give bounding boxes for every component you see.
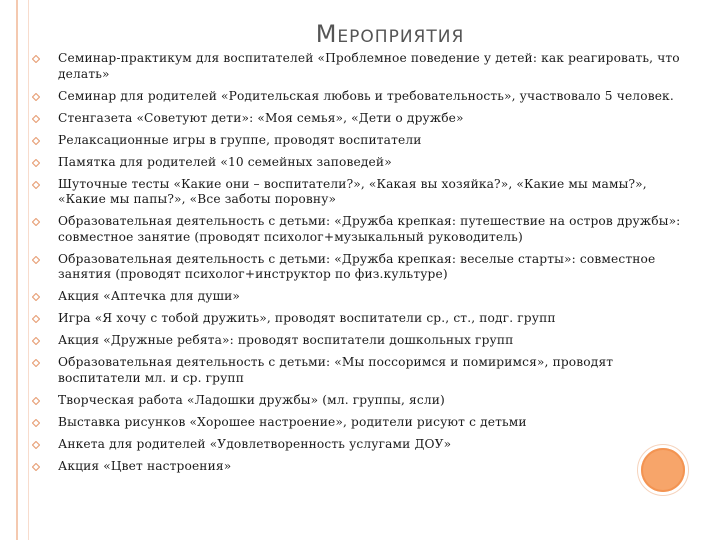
list-item-text: Образовательная деятельность с детьми: «Мы поссоримся и помиримся», проводят воспитатели мл. и ср. групп: [58, 355, 614, 385]
frame-line: [16, 0, 18, 540]
list-item-text: Выставка рисунков «Хорошее настроение», родители рисуют с детьми: [58, 414, 527, 429]
list-item: [30, 177, 690, 208]
list-item-text: Акция «Аптечка для души»: [58, 289, 240, 303]
diamond-bullet-icon: [32, 93, 40, 101]
list-item-text: Релаксационные игры в группе, проводят воспитатели: [58, 132, 422, 147]
diamond-bullet-icon: [32, 359, 40, 367]
list-item: [30, 252, 690, 283]
list-item: [30, 214, 690, 245]
list-item: [30, 333, 690, 349]
list-item-text: Творческая работа «Ладошки дружбы» (мл. группы, ясли): [58, 392, 445, 407]
list-item-text: Акция «Цвет настроения»: [58, 458, 232, 473]
event-list: [30, 51, 690, 481]
diamond-bullet-icon: [32, 419, 40, 427]
diamond-bullet-icon: [32, 55, 40, 63]
diamond-bullet-icon: [32, 397, 40, 405]
list-item: [30, 415, 690, 431]
list-item: [30, 459, 690, 475]
diamond-bullet-icon: [32, 181, 40, 189]
list-item-text: Семинар для родителей «Родительская любовь и требовательность», участвовало 5 человек.: [58, 88, 674, 103]
diamond-bullet-icon: [32, 218, 40, 226]
frame-line-inner: [28, 0, 29, 540]
diamond-bullet-icon: [32, 115, 40, 123]
list-item: [30, 437, 690, 453]
slide-title: Мероприятия: [315, 20, 465, 48]
diamond-bullet-icon: [32, 293, 40, 301]
list-item: [30, 155, 690, 171]
list-item: [30, 111, 690, 127]
list-item: [30, 89, 690, 105]
diamond-bullet-icon: [32, 463, 40, 471]
diamond-bullet-icon: [32, 337, 40, 345]
list-item: [30, 51, 690, 82]
diamond-bullet-icon: [32, 137, 40, 145]
diamond-bullet-icon: [32, 256, 40, 264]
list-item-text: Шуточные тесты «Какие они – воспитатели?», «Какая вы хозяйка?», «Какие мы мамы?», «Какие мы папы?», «Все заботы поровну»: [58, 176, 647, 206]
list-item: [30, 355, 690, 386]
list-item: [30, 289, 690, 305]
list-item-text: Образовательная деятельность с детьми: «Дружба крепкая: путешествие на остров дружбы»: совместное занятие (проводят психолог+музыкальный руководитель): [58, 214, 681, 244]
list-item-text: Анкета для родителей «Удовлетворенность услугами ДОУ»: [58, 436, 452, 451]
list-item-text: Семинар-практикум для воспитателей «Проблемное поведение у детей: как реагировать, что делать»: [58, 51, 680, 81]
list-item: [30, 133, 690, 149]
list-item-text: Стенгазета «Советуют дети»: «Моя семья», «Дети о дружбе»: [58, 110, 464, 125]
decorative-circle: [641, 448, 685, 492]
diamond-bullet-icon: [32, 441, 40, 449]
list-item-text: Образовательная деятельность с детьми: «Дружба крепкая: веселые старты»: совместное занятия (проводят психолог+инструктор по физ.культуре): [58, 251, 656, 281]
list-item-text: Акция «Дружные ребята»: проводят воспитатели дошкольных групп: [58, 333, 514, 347]
diamond-bullet-icon: [32, 315, 40, 323]
list-item: [30, 311, 690, 327]
list-item-text: Игра «Я хочу с тобой дружить», проводят воспитатели ср., ст., подг. групп: [58, 311, 556, 325]
diamond-bullet-icon: [32, 159, 40, 167]
list-item: [30, 393, 690, 409]
list-item-text: Памятка для родителей «10 семейных заповедей»: [58, 154, 392, 169]
